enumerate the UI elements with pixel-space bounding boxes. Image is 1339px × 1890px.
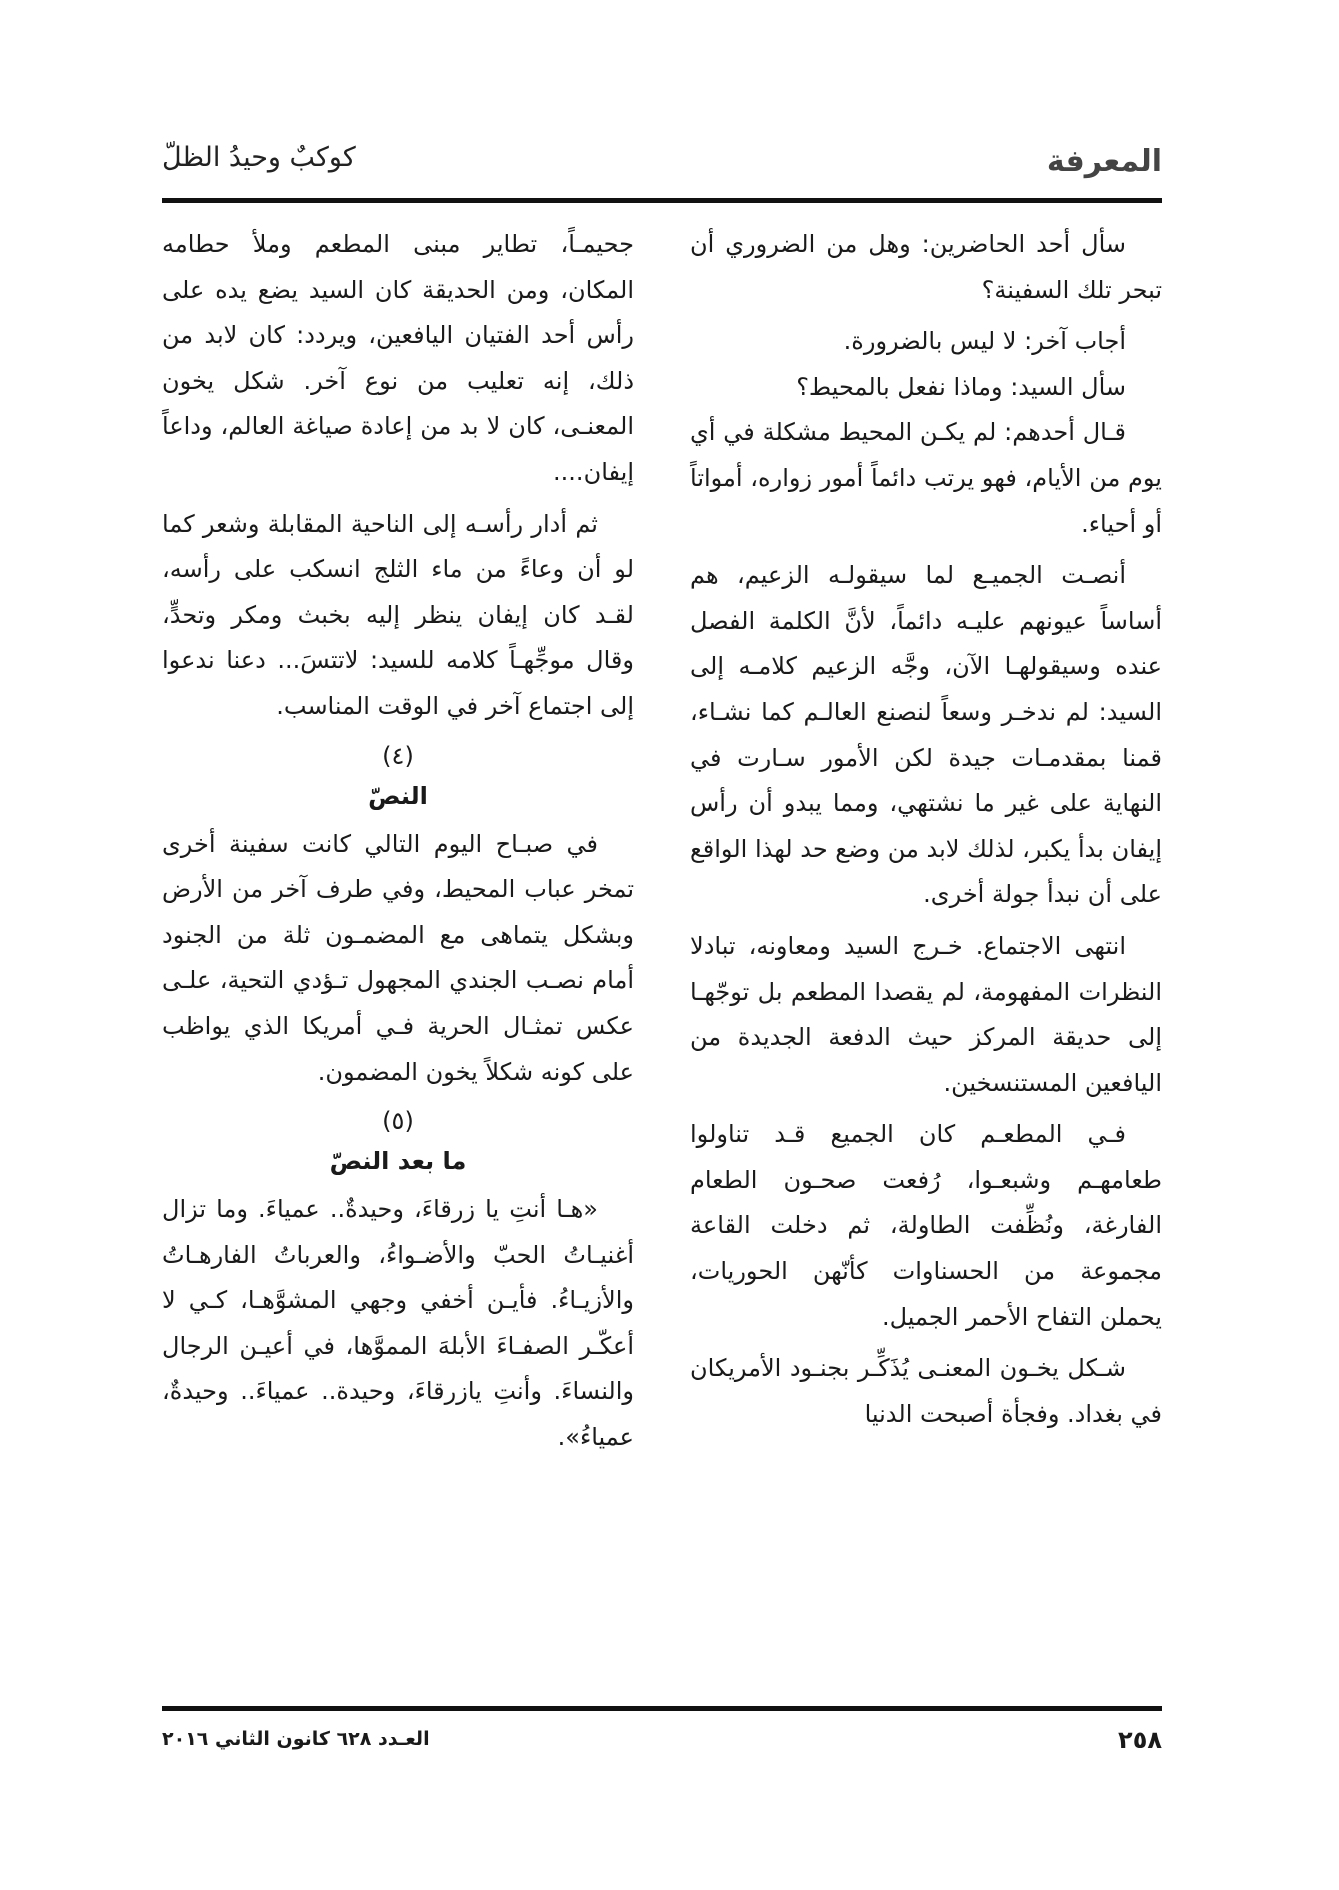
header-rule [162, 198, 1162, 203]
issue-info: العـدد ٦٢٨ كانون الثاني ٢٠١٦ [162, 1728, 430, 1750]
page-number: ٢٥٨ [1118, 1726, 1162, 1754]
section-number: (٥) [382, 1107, 414, 1136]
paragraph: شـكل يخـون المعنـى يُذَكِّـر بجنـود الأمريكان في بغداد. وفجأة أصبحت الدنيا [690, 1354, 1162, 1428]
section-title: النصّ [368, 781, 428, 810]
paragraph: أنصـت الجميـع لما سيقولـه الزعيم، هم أساساً عيونهم عليـه دائماً، لأنَّ الكلمة الفصل عنده وسيقولهـا الآن، وجَّه الزعيم كلامـه إلى السيد: لم ندخـر وسعاً لنصنع العالـم كما نشـاء، قمنا بمقدمـات جيدة لكن الأمور سـارت في النهاية على غير ما نشتهي، ومما يبدو أن رأس إيفان بدأ يكبر، لذلك لابد من وضع حد لهذا الواقع على أن نبدأ جولة أخرى. [690, 561, 1162, 909]
paragraph: سأل أحد الحاضرين: وهل من الضروري أن تبحر تلك السفينة؟ [690, 230, 1162, 304]
paragraph: فـي المطعـم كان الجميع قـد تناولوا طعامهـم وشبعـوا، رُفعت صحـون الطعام الفارغة، ونُظِّفت الطاولة، ثم دخلت القاعة مجموعة من الحسناوات كأنّهن الحوريات، يحملن التفاح الأحمر الجميل. [690, 1120, 1162, 1331]
page-footer [162, 1726, 1162, 1766]
page-header [162, 138, 1162, 188]
paragraph: في صبـاح اليوم التالي كانت سفينة أخرى تمخر عباب المحيط، وفي طرف آخر من الأرض وبشكل يتماهى مع المضمـون ثلة من الجنود أمام نصـب الجندي المجهول تـؤدي التحية، علـى عكس تمثـال الحرية فـي أمريكا الذي يواظب على كونه شكلاً يخون المضمون. [162, 829, 634, 1086]
left-column [162, 222, 634, 1467]
paragraph: قـال أحدهم: لم يكـن المحيط مشكلة في أي يوم من الأيام، فهو يرتب دائماً أمور زواره، أمواتاً أو أحياء. [690, 418, 1162, 538]
paragraph: انتهى الاجتماع. خـرج السيد ومعاونه، تبادلا النظرات المفهومة، لم يقصدا المطعم بل توجّهـا إلى حديقة المركز حيث الدفعة الجديدة من اليافعين المستنسخين. [690, 931, 1162, 1097]
paragraph: أجاب آخر: لا ليس بالضرورة. [843, 327, 1126, 356]
paragraph: ثم أدار رأسـه إلى الناحية المقابلة وشعر كما لو أن وعاءً من ماء الثلج انسكب على رأسه، لقـد كان إيفان ينظر إليه بخبث ومكر وتحدٍّ، وقال موجِّهـاً كلامه للسيد: لاتتسَ... دعنا ندعوا إلى اجتماع آخر في الوقت المناسب. [162, 509, 634, 720]
magazine-logo: المعرفة [1046, 144, 1162, 179]
right-column [690, 222, 1162, 1443]
footer-rule [162, 1706, 1162, 1711]
paragraph: جحيمـاً، تطاير مبنى المطعم وملأ حطامه المكان، ومن الحديقة كان السيد يضع يده على رأس أحد الفتيان اليافعين، ويردد: كان لابد من ذلك، إنه تعليب من نوع آخر. شكل يخون المعنـى، كان لا بد من إعادة صياغة العالم، وداعاً إيفان.... [162, 230, 634, 486]
paragraph: سأل السيد: وماذا نفعل بالمحيط؟ [796, 372, 1126, 401]
section-number: (٤) [382, 741, 414, 770]
running-title: كوكبٌ وحيدُ الظلّ [162, 142, 356, 173]
paragraph: «هـا أنتِ يا زرقاءَ، وحيدةٌ.. عمياءَ. وما تزال أغنيـاتُ الحبّ والأضـواءُ، والعرباتُ الفارهـاتُ والأزيـاءُ. فأيـن أخفي وجهي المشوَّهـا، كـي لا أعكّـر الصفـاءَ الأبلهَ المموَّها، في أعيـن الرجال والنساءَ. وأنتِ يازرقاءَ، وحيدة.. عمياءَ.. وحيدةٌ، عمياءُ». [162, 1195, 634, 1452]
section-title: ما بعد النصّ [329, 1147, 467, 1176]
